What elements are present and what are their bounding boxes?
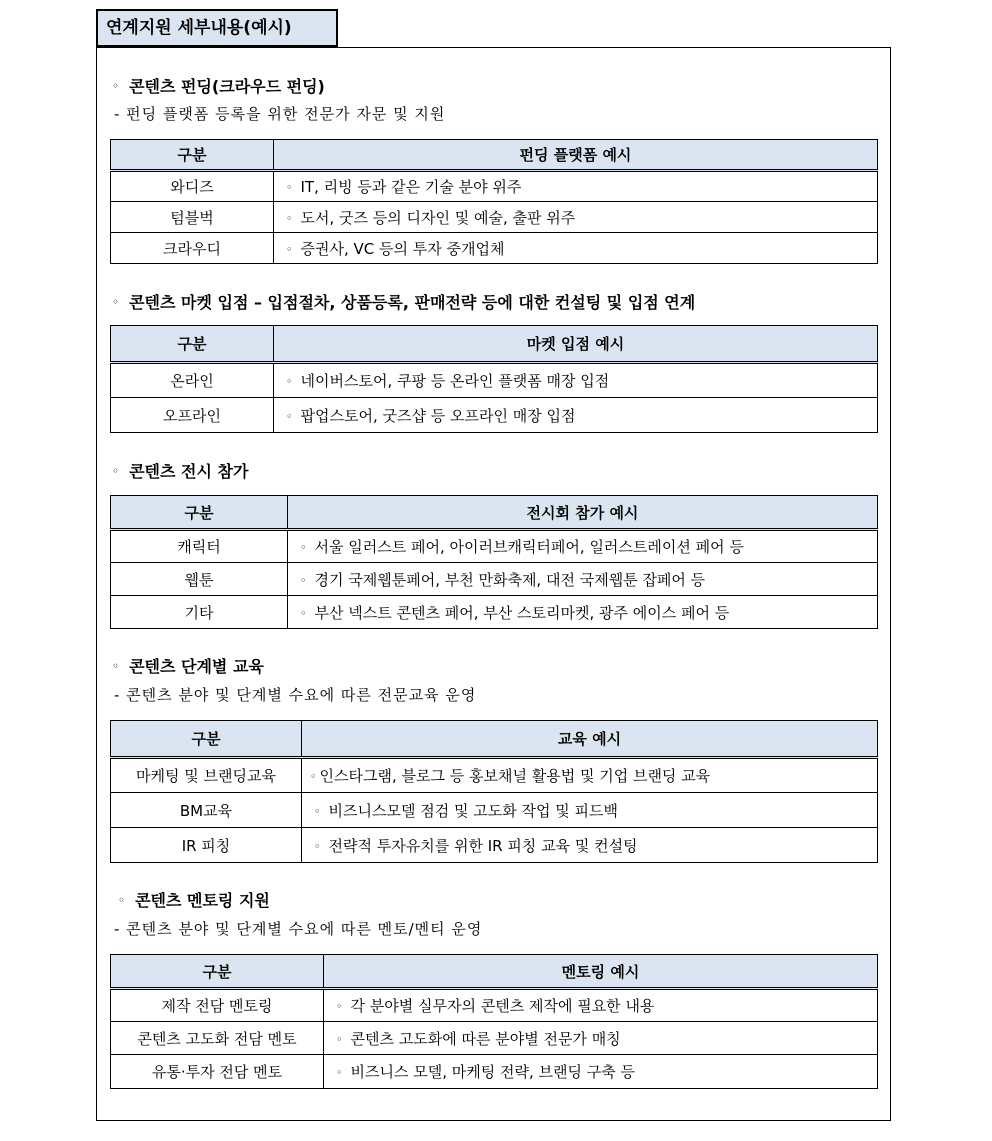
table-row: 크라우디 ◦ 증권사, VC 등의 투자 중개업체 xyxy=(111,233,878,264)
page-title: 연계지원 세부내용(예시) xyxy=(96,9,338,47)
section-heading: ◦ 콘텐츠 펀딩(크라우드 펀딩) xyxy=(112,77,325,96)
mentoring-table xyxy=(110,954,878,1089)
table-row: 콘텐츠 고도화 전담 멘토 ◦ 콘텐츠 고도화에 따른 분야별 전문가 매칭 xyxy=(111,1022,878,1055)
table-row: 제작 전담 멘토링 ◦ 각 분야별 실무자의 콘텐츠 제작에 필요한 내용 xyxy=(111,989,878,1022)
bullet-icon: ◦ xyxy=(112,659,120,673)
table-header: 구분 xyxy=(111,955,324,989)
exhibition-table xyxy=(110,495,878,629)
table-header: 마켓 입점 예시 xyxy=(274,326,878,363)
table-header: 구분 xyxy=(111,326,274,363)
table-header: 전시회 참가 예시 xyxy=(288,496,878,530)
table-row: 기타 ◦ 부산 넥스트 콘텐츠 페어, 부산 스토리마켓, 광주 에이스 페어 등 xyxy=(111,596,878,629)
table-header: 구분 xyxy=(111,496,288,530)
table-header: 교육 예시 xyxy=(302,721,878,758)
table-row: BM교육 ◦ 비즈니스모델 점검 및 고도화 작업 및 피드백 xyxy=(111,793,878,828)
section-heading: ◦ 콘텐츠 멘토링 지원 xyxy=(118,891,270,910)
funding-table xyxy=(110,139,878,264)
table-header: 멘토링 예시 xyxy=(324,955,878,989)
table-header: 구분 xyxy=(111,140,274,171)
table-row: IR 피칭 ◦ 전략적 투자유치를 위한 IR 피칭 교육 및 컨설팅 xyxy=(111,828,878,863)
section-heading: ◦ 콘텐츠 전시 참가 xyxy=(112,462,249,481)
section-heading: ◦ 콘텐츠 단계별 교육 xyxy=(112,657,264,676)
bullet-icon: ◦ xyxy=(112,295,120,309)
table-row: 오프라인 ◦ 팝업스토어, 굿즈샵 등 오프라인 매장 입점 xyxy=(111,398,878,433)
education-table xyxy=(110,720,878,863)
bullet-icon: ◦ xyxy=(112,79,120,93)
table-row: 웹툰 ◦ 경기 국제웹툰페어, 부천 만화축제, 대전 국제웹툰 잡페어 등 xyxy=(111,563,878,596)
table-row: 온라인 ◦ 네이버스토어, 쿠팡 등 온라인 플랫폼 매장 입점 xyxy=(111,363,878,398)
bullet-icon: ◦ xyxy=(112,464,120,478)
section-subtext: - 펀딩 플랫폼 등록을 위한 전문가 자문 및 지원 xyxy=(114,105,446,123)
table-row: 마케팅 및 브랜딩교육 ◦ 인스타그램, 블로그 등 홍보채널 활용법 및 기업 브랜딩 교육 xyxy=(111,758,878,793)
table-row: 캐릭터 ◦ 서울 일러스트 페어, 아이러브캐릭터페어, 일러스트레이션 페어 등 xyxy=(111,530,878,563)
section-subtext: - 콘텐츠 분야 및 단계별 수요에 따른 전문교육 운영 xyxy=(114,686,477,704)
section-subtext: - 콘텐츠 분야 및 단계별 수요에 따른 멘토/멘티 운영 xyxy=(114,920,483,938)
table-header: 펀딩 플랫폼 예시 xyxy=(274,140,878,171)
bullet-icon: ◦ xyxy=(118,893,126,907)
market-table xyxy=(110,325,878,433)
table-header: 구분 xyxy=(111,721,302,758)
table-row: 유통·투자 전담 멘토 ◦ 비즈니스 모델, 마케팅 전략, 브랜딩 구축 등 xyxy=(111,1055,878,1089)
table-row: 와디즈 ◦ IT, 리빙 등과 같은 기술 분야 위주 xyxy=(111,171,878,202)
section-heading: ◦ 콘텐츠 마켓 입점 – 입점절차, 상품등록, 판매전략 등에 대한 컨설팅 및 입점 연계 xyxy=(112,293,696,312)
table-row: 텀블벅 ◦ 도서, 굿즈 등의 디자인 및 예술, 출판 위주 xyxy=(111,202,878,233)
